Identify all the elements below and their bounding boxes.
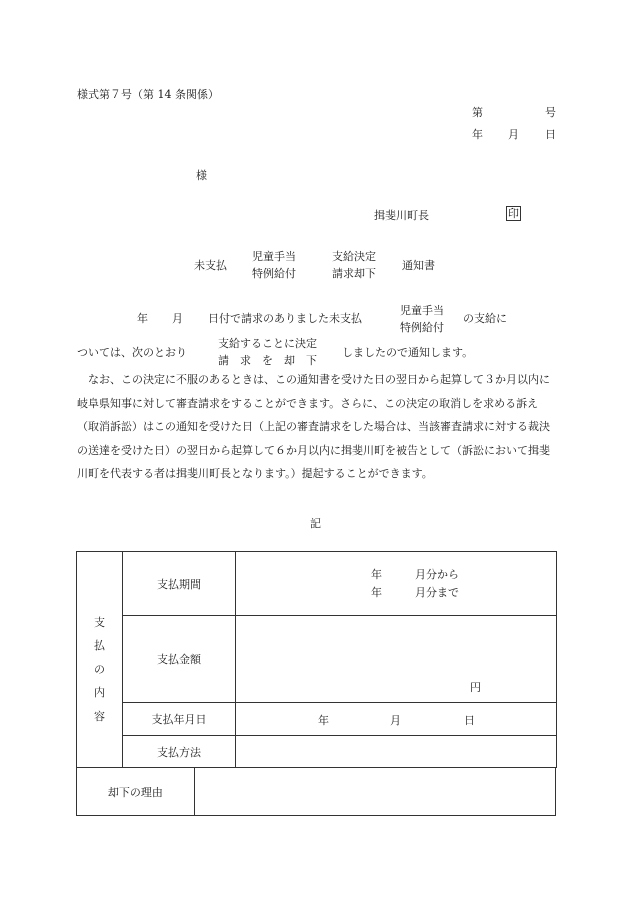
title-option1-line1: 児童手当	[252, 250, 296, 263]
body-option-line1: 児童手当	[400, 304, 444, 317]
amount-label: 支払金額	[123, 616, 236, 703]
date-year: 年	[318, 714, 329, 727]
addressee-suffix: 様	[196, 169, 207, 182]
period-from: 年 月分から	[371, 567, 459, 581]
body-text3: ついては、次のとおり	[77, 346, 187, 359]
date-day: 日	[464, 714, 475, 727]
issuer-name: 揖斐川町長	[374, 209, 429, 222]
body-option-line2: 特例給付	[400, 321, 444, 334]
header-year: 年	[472, 128, 483, 141]
title-prefix: 未支払	[194, 259, 227, 272]
body-decision-line2: 請 求 を 却 下	[218, 354, 317, 367]
header-dai: 第	[472, 106, 483, 119]
method-value	[236, 736, 557, 768]
seal-mark: 印	[508, 207, 519, 220]
notice-paragraph: なお、この決定に不服のあるときは、この通知書を受けた日の翌日から起算して３か月以内に岐阜県知事に対して審査請求をすることができます。さらに、この決定の取消しを求める訴え（取消訴訟）はこの通知を受けた日（上記の審査請求をした場合は、当該審査請求に対する裁決の送達を受けた日）の翌日から起算して６か月以内に揖斐川町を被告として（訴訟において揖斐川町を代表する者は揖斐川町長となります。）提起することができます。	[77, 373, 550, 480]
form-number: 様式第７号（第 14 条関係）	[77, 88, 219, 101]
period-to: 年 月分まで	[371, 585, 459, 599]
body-text1: 日付で請求のありました未支払	[208, 312, 362, 325]
header-go: 号	[545, 106, 556, 119]
amount-unit: 円	[470, 681, 481, 694]
header-month: 月	[508, 128, 519, 141]
amount-value	[236, 616, 557, 703]
ki-label: 記	[310, 517, 321, 530]
body-text2: の支給に	[463, 312, 507, 325]
period-label: 支払期間	[123, 552, 236, 616]
period-value	[236, 552, 557, 616]
reject-reason-value	[194, 768, 555, 816]
date-label: 支払年月日	[123, 703, 236, 736]
payment-content-label: 支 払 の 内 容	[77, 552, 123, 768]
body-decision-line1: 支給することに決定	[218, 337, 317, 350]
title-option1-line2: 特例給付	[252, 267, 296, 280]
method-label: 支払方法	[123, 736, 236, 768]
reject-reason-label: 却下の理由	[77, 768, 195, 816]
title-option2-line1: 支給決定	[332, 250, 376, 263]
title-suffix: 通知書	[402, 259, 435, 272]
header-day: 日	[545, 128, 556, 141]
payment-detail-table	[76, 551, 557, 768]
date-value	[236, 703, 557, 736]
title-option2-line2: 請求却下	[332, 267, 376, 280]
date-month: 月	[390, 714, 401, 727]
body-text4: しましたので通知します。	[342, 346, 474, 359]
rejection-table	[76, 767, 556, 816]
body-month: 月	[172, 312, 183, 325]
body-year: 年	[137, 312, 148, 325]
